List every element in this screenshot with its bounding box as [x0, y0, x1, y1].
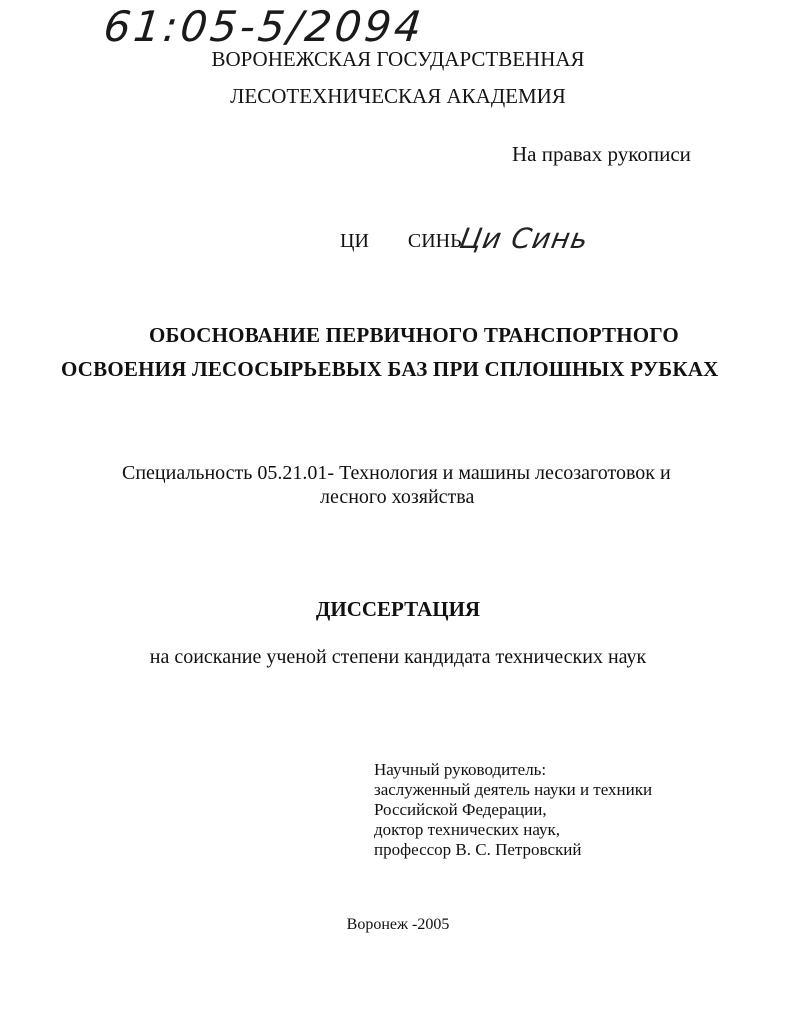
- handwritten-catalog-number: 61:05-5/2094: [101, 2, 427, 51]
- city-and-year: Воронеж -2005: [346, 916, 450, 933]
- specialty-line-1: Специальность 05.21.01- Технология и машины лесозаготовок и: [122, 462, 671, 484]
- supervisor-name: профессор В. С. Петровский: [374, 840, 582, 859]
- supervisor-degree: доктор технических наук,: [374, 820, 561, 839]
- author-surname: ЦИ: [340, 230, 369, 252]
- rights-notice: На правах рукописи: [512, 142, 691, 166]
- degree-statement: на соискание ученой степени кандидата технических наук: [149, 646, 647, 668]
- document-type-heading: ДИССЕРТАЦИЯ: [315, 597, 481, 621]
- thesis-title-line-2: ОСВОЕНИЯ ЛЕСОСЫРЬЕВЫХ БАЗ ПРИ СПЛОШНЫХ РУБКАХ: [61, 357, 719, 381]
- supervisor-title-line-1: заслуженный деятель науки и техники: [374, 780, 653, 799]
- author-signature: Ци Синь: [457, 222, 592, 255]
- institution-name-line-1: ВОРОНЕЖСКАЯ ГОСУДАРСТВЕННАЯ: [211, 47, 585, 71]
- author-name: [340, 230, 462, 253]
- thesis-title-line-1: ОБОСНОВАНИЕ ПЕРВИЧНОГО ТРАНСПОРТНОГО: [149, 323, 679, 347]
- author-given-name: СИНЬ: [407, 230, 462, 252]
- supervisor-heading: Научный руководитель:: [374, 760, 547, 779]
- specialty-line-2: лесного хозяйства: [320, 486, 475, 508]
- supervisor-title-line-2: Российской Федерации,: [374, 800, 547, 819]
- institution-name-line-2: ЛЕСОТЕХНИЧЕСКАЯ АКАДЕМИЯ: [230, 84, 566, 108]
